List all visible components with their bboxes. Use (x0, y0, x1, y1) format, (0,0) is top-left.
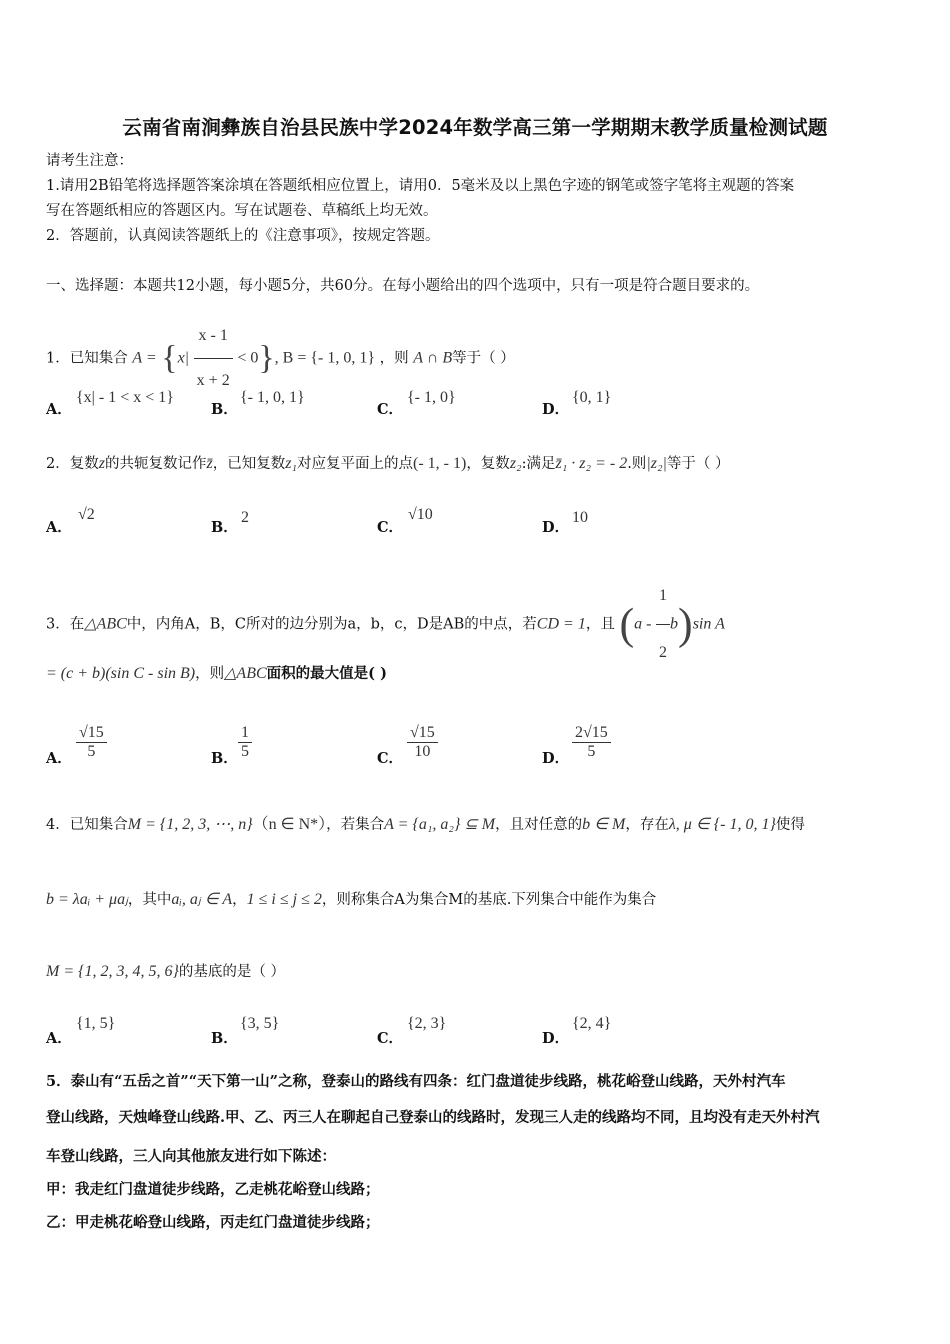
q3-t1: 3．在 (46, 616, 85, 633)
notice-item-1a: 1.请用2B铅笔将选择题答案涂填在答题纸相应位置上，请用0．5毫米及以上黑色字迹的钢笔或签字笔将主观题的答案 (46, 178, 795, 194)
q1-a-eq: A = (132, 349, 157, 367)
q4-lambda-mu: λ, μ ∈ {- 1, 0, 1} (668, 816, 776, 833)
q3-right-paren: ) (678, 599, 693, 649)
q1-option-b-value: {- 1, 0, 1} (240, 389, 305, 406)
q4-l2-expr: b = λaᵢ + μaⱼ (46, 891, 128, 908)
q3-option-a-label: A． (46, 750, 72, 767)
q2-t6: :满足 (521, 456, 556, 472)
q4-a-set: A = {a₁, a₂} ⊆ M (384, 816, 496, 833)
q4-t5: 使得 (775, 817, 805, 833)
notice-heading: 请考生注意： (46, 153, 133, 169)
q1-fraction (194, 314, 233, 403)
q3-d-den: 5 (587, 743, 596, 760)
q2-t8: 等于（ ） (666, 456, 730, 472)
q4-l2-t3: ，则称集合A为集合M的基底.下列集合中能作为集合 (321, 892, 657, 908)
q2-z2: z₂ (509, 455, 522, 472)
q3-option-b-label: B． (211, 750, 238, 767)
q1-frac-den: x + 2 (196, 372, 230, 389)
q3-d-num: 2√15 (572, 724, 611, 743)
q4-option-b-value: {3, 5} (240, 1015, 280, 1032)
q3-b-den: 5 (241, 743, 249, 760)
q2-zbar: z̄ (206, 455, 213, 472)
q4-t2: ，若集合 (326, 817, 385, 833)
page-title: 云南省南涧彝族自治县民族中学2024年数学高三第一学期期末教学质量检测试题 (122, 116, 828, 139)
q3-half-den: 2 (659, 644, 668, 661)
q1-option-c-label: C． (377, 401, 404, 418)
q1-set-var: x| (177, 349, 190, 367)
q4-option-d-value: {2, 4} (572, 1015, 612, 1032)
q3-left-paren: ( (619, 599, 635, 649)
q3-triangle-2: △ABC (224, 665, 267, 682)
q4-l2-ij: 1 ≤ i ≤ j ≤ 2 (246, 891, 322, 908)
q4-m-set: M = {1, 2, 3, ⋯, n} (127, 816, 253, 833)
q2-option-b-label: B． (211, 519, 238, 536)
q2-t7: .则 (627, 456, 647, 472)
q3-a-num: √15 (76, 724, 107, 743)
q4-l2-t1: ，其中 (127, 892, 172, 908)
q1-frac-num: x - 1 (194, 314, 233, 359)
q3-half (656, 568, 670, 681)
q2-option-d-label: D． (542, 519, 570, 536)
q3-expr-a: a - (634, 615, 652, 633)
q1-option-d-label: D． (542, 401, 570, 418)
q1-option-d-value: {0, 1} (572, 389, 612, 406)
q2-t5: ，复数 (466, 456, 510, 472)
q1-option-b-label: B． (211, 401, 238, 418)
question-4-line-2 (46, 890, 656, 910)
q4-option-d-label: D． (542, 1030, 570, 1047)
q4-option-c-value: {2, 3} (407, 1015, 447, 1032)
q2-t1: 2．复数 (46, 456, 99, 472)
q4-b-in-m: b ∈ M (582, 816, 626, 833)
q3-option-b-value (238, 724, 252, 761)
q3-t4: ，则 (195, 666, 225, 682)
q3-option-c-label: C． (377, 750, 404, 767)
notice-item-2: 2．答题前，认真阅读答题纸上的《注意事项》，按规定答题。 (46, 228, 440, 244)
question-5-line-4: 甲：我走红门盘道徒步线路，乙走桃花峪登山线路； (46, 1181, 380, 1198)
q2-option-d-value: 10 (572, 509, 588, 526)
q1-set-mid: < 0 (237, 349, 259, 367)
notice-item-1b: 写在答题纸相应的答题区内。写在试题卷、草稿纸上均无效。 (46, 203, 438, 219)
q3-option-d-label: D． (542, 750, 570, 767)
q4-option-a-label: A． (46, 1030, 72, 1047)
section-heading: 一、选择题：本题共12小题，每小题5分，共60分。在每小题给出的四个选项中，只有一项是符合题目要求的。 (46, 278, 760, 294)
q4-option-a-value: {1, 5} (76, 1015, 116, 1032)
q3-line2-expr: = (c + b)(sin C - sin B) (46, 665, 196, 682)
q3-option-c-value (407, 724, 438, 761)
q4-cond: （n ∈ N*） (252, 816, 327, 833)
question-5-line-2: 登山线路，天烛峰登山线路.甲、乙、丙三人在聊起自己登泰山的线路时，发现三人走的线路均不同，且均没有走天外村汽 (46, 1109, 820, 1126)
q2-option-b-value: 2 (241, 509, 249, 526)
q1-option-a-value: {x| - 1 < x < 1} (76, 389, 174, 406)
q1-a-cap-b: A ∩ B (413, 349, 453, 367)
q1-left-brace: { (161, 339, 178, 377)
q3-cd: CD = 1 (536, 615, 586, 633)
q3-sin-a: sin A (692, 615, 725, 633)
question-3-line-2 (46, 664, 387, 684)
question-4-line-1 (46, 815, 805, 835)
q1-option-a-label: A． (46, 401, 72, 418)
q1-b-part: , B = {- 1, 0, 1} (274, 349, 376, 367)
q4-l2-in: aᵢ, aⱼ ∈ A (171, 891, 233, 908)
q1-prefix: 1．已知集合 (46, 350, 128, 367)
question-4-line-3 (46, 962, 285, 982)
q3-t3: ，且 (585, 616, 615, 633)
q1-text-mid: ，则 (379, 350, 409, 367)
q3-half-num: 1 (656, 568, 670, 625)
q4-t4: ，存在 (625, 817, 669, 833)
q2-option-c-value: √10 (408, 506, 433, 523)
q2-t3: ，已知复数 (212, 456, 286, 472)
question-2 (46, 454, 730, 474)
q2-abs: |z₂| (646, 455, 667, 472)
q1-suffix: 等于（ ） (452, 350, 515, 367)
q3-option-d-value (572, 724, 611, 761)
q1-option-c-value: {- 1, 0} (407, 389, 456, 406)
q2-option-a-label: A． (46, 519, 72, 536)
q3-t2: 中，内角A，B，C所对的边分别为a，b，c，D是AB的中点，若 (126, 616, 537, 633)
q2-t4: 对应复平面上的点 (297, 456, 413, 472)
question-5-line-5: 乙：甲走桃花峪登山线路，丙走红门盘道徒步线路； (46, 1214, 380, 1231)
q4-l3-t: 的基底的是（ ） (178, 964, 286, 980)
q4-t3: ，且对任意的 (495, 817, 583, 833)
q2-cond: z̄₁ · z₂ = - 2 (555, 455, 628, 472)
q3-t5: 面积的最大值是( ) (266, 665, 387, 682)
q3-option-a-value (76, 724, 107, 761)
q3-triangle: △ABC (84, 615, 127, 633)
q4-l2-t2: ， (232, 892, 247, 908)
q3-c-num: √15 (407, 724, 438, 743)
q4-l3-m: M = {1, 2, 3, 4, 5, 6} (46, 963, 179, 980)
q4-option-b-label: B． (211, 1030, 238, 1047)
q2-z1: z₁ (285, 455, 297, 472)
q3-b-num: 1 (238, 724, 252, 743)
q4-t1: 4．已知集合 (46, 817, 128, 833)
q2-option-c-label: C． (377, 519, 404, 536)
q2-z: z (98, 455, 105, 472)
q3-a-den: 5 (87, 743, 96, 760)
question-5-line-1: 5．泰山有“五岳之首”“天下第一山”之称，登泰山的路线有四条：红门盘道徒步线路，桃花峪登山线路，天外村汽车 (46, 1073, 786, 1090)
q4-option-c-label: C． (377, 1030, 404, 1047)
q3-c-den: 10 (414, 743, 431, 760)
q2-option-a-value: √2 (78, 506, 95, 523)
q3-expr-b: b (670, 615, 679, 633)
question-5-line-3: 车登山线路，三人向其他旅友进行如下陈述： (46, 1148, 336, 1165)
q2-point: (- 1, - 1) (413, 455, 467, 472)
q2-t2: 的共轭复数记作 (104, 456, 207, 472)
q1-right-brace: } (258, 339, 275, 377)
